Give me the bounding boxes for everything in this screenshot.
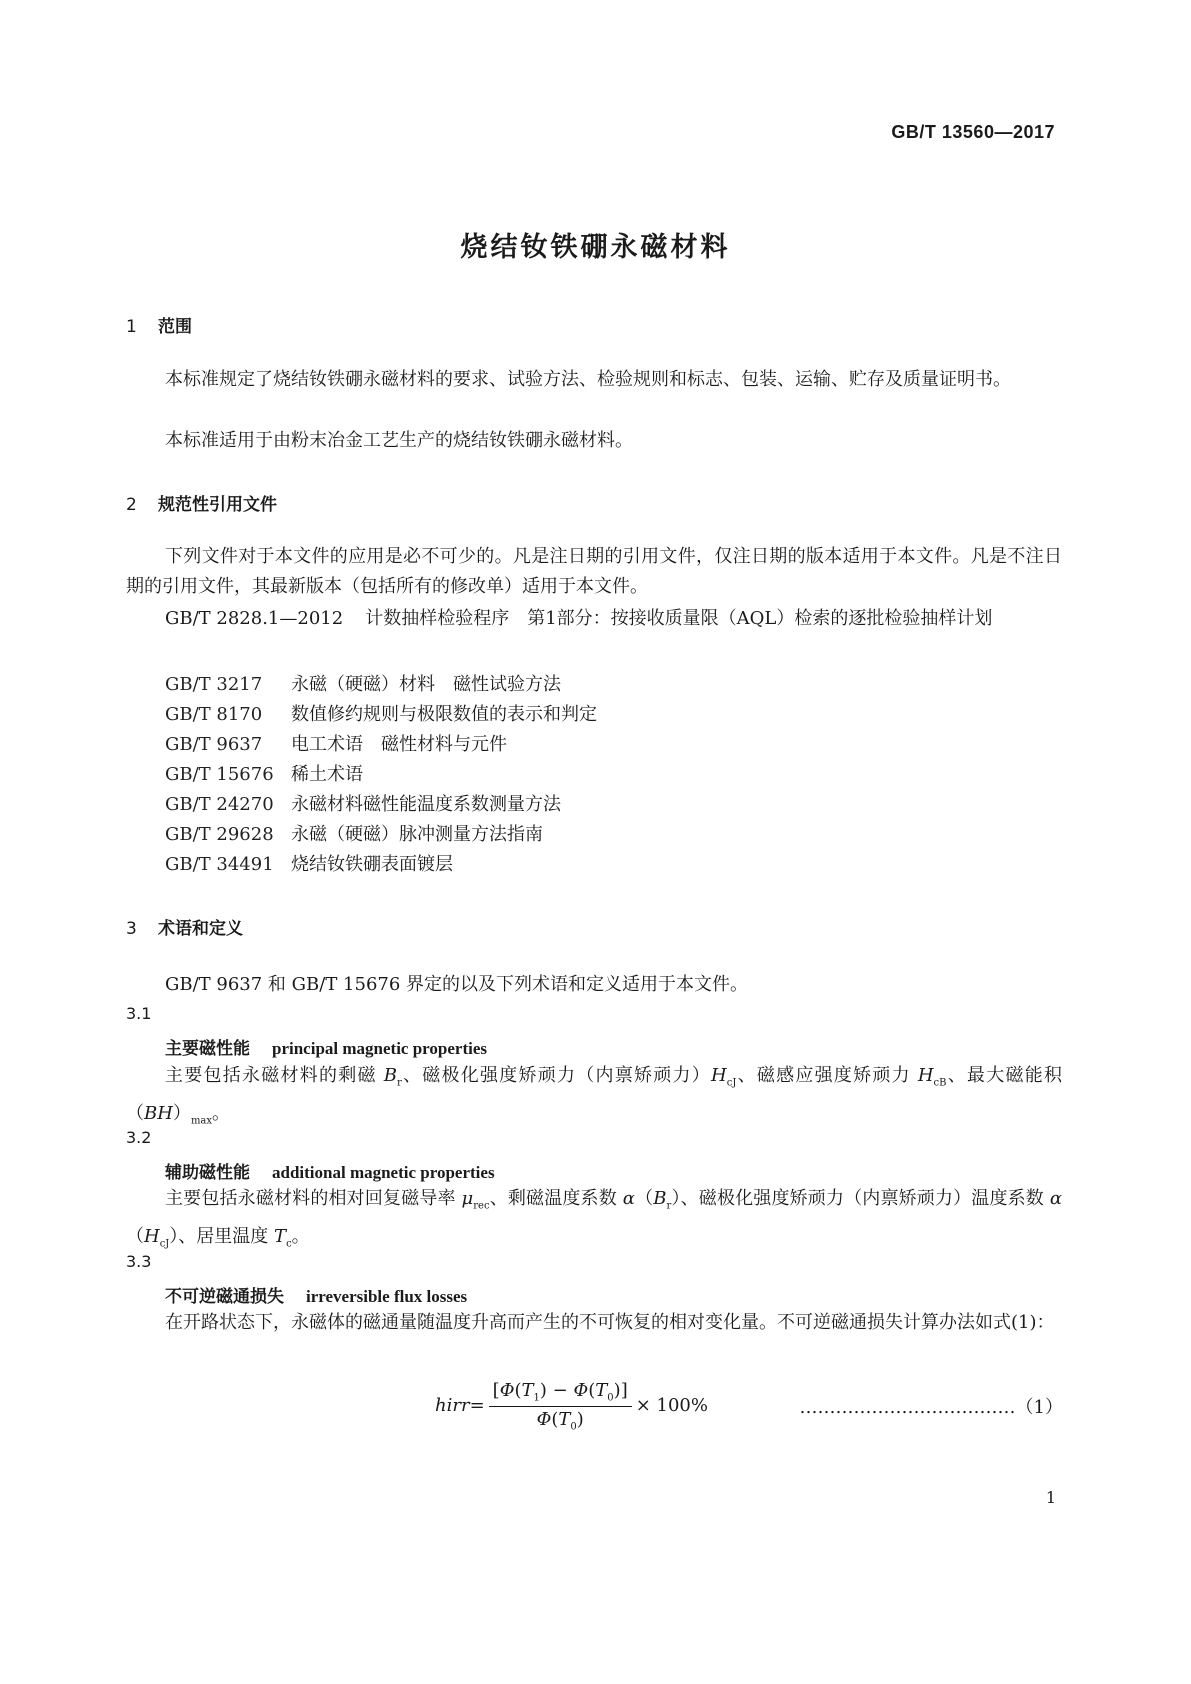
section-title: 规范性引用文件 [158, 495, 277, 515]
term-3-1-definition: 主要包括永磁材料的剩磁 $B_r$、磁极化强度矫顽力（内禀矫顽力）$H_{cJ}$、磁感应强度矫顽力 $H_{cB}$、最大磁能积$(BH)_{max}$。 [126, 1065, 1062, 1127]
reference-item [165, 730, 507, 756]
reference-title: 数值修约规则与极限数值的表示和判定 [291, 704, 597, 725]
formula-hirr: hirr= $\frac{[\Phi(T_1) - \Phi(T_0)]}{\Phi(T_0)}$ × 100% [435, 1380, 708, 1433]
reference-item [165, 850, 453, 876]
term-additional-magnetic-properties [165, 1158, 495, 1183]
term-principal-magnetic-properties [165, 1034, 487, 1059]
reference-title: 计数抽样检验程序 第1部分：按接收质量限（AQL）检索的逐批检验抽样计划 [365, 608, 993, 629]
reference-code: GB/T 2828.1—2012 [165, 608, 344, 629]
reference-code: GB/T 9637 [165, 734, 263, 755]
term-chinese: 辅助磁性能 [165, 1163, 250, 1183]
reference-code: GB/T 29628 [165, 824, 274, 845]
formula-denominator: $\Phi(T_0)$ [536, 1408, 584, 1433]
clause-3-3-number: 3.3 [126, 1252, 152, 1271]
reference-title: 电工术语 磁性材料与元件 [291, 734, 507, 755]
section-1-paragraph-1: 本标准规定了烧结钕铁硼永磁材料的要求、试验方法、检验规则和标志、包装、运输、贮存及质量证明书。 [165, 369, 1011, 390]
section-number: 2 [126, 495, 137, 515]
section-1-heading [126, 312, 192, 337]
term-irreversible-flux-losses [165, 1282, 467, 1307]
section-number: 1 [126, 317, 137, 337]
formula-fraction [489, 1380, 632, 1432]
reference-title: 永磁材料磁性能温度系数测量方法 [291, 794, 561, 815]
term-english: additional magnetic properties [272, 1163, 495, 1182]
formula-numerator: $[\Phi(T_1) - \Phi(T_0)]$ [489, 1380, 632, 1407]
reference-code: GB/T 15676 [165, 764, 274, 785]
page-number: 1 [1045, 1488, 1056, 1507]
reference-item [165, 670, 561, 696]
document-title: 烧结钕铁硼永磁材料 [460, 232, 731, 263]
section-1-paragraph-2: 本标准适用于由粉末冶金工艺生产的烧结钕铁硼永磁材料。 [165, 430, 633, 451]
equation-number: ………………………………（1） [799, 1397, 1063, 1418]
reference-code: GB/T 34491 [165, 854, 274, 875]
section-3-heading [126, 914, 243, 939]
formula-lhs: hirr [435, 1395, 470, 1417]
clause-3-2-number: 3.2 [126, 1128, 152, 1147]
reference-item [165, 790, 561, 816]
section-3-intro: GB/T 9637 和 GB/T 15676 界定的以及下列术语和定义适用于本文件。 [165, 974, 749, 995]
term-3-3-definition: 在开路状态下，永磁体的磁通量随温度升高而产生的不可恢复的相对变化量。不可逆磁通损失计算办法如式(1)： [165, 1312, 1055, 1333]
reference-code: GB/T 8170 [165, 704, 263, 725]
reference-item [165, 820, 543, 846]
section-2-heading [126, 490, 277, 515]
reference-title: 烧结钕铁硼表面镀层 [291, 854, 453, 875]
term-chinese: 主要磁性能 [165, 1039, 250, 1059]
formula-multiplier: × 100% [635, 1395, 708, 1417]
term-english: irreversible flux losses [306, 1287, 468, 1306]
section-2-intro: 下列文件对于本文件的应用是必不可少的。凡是注日期的引用文件，仅注日期的版本适用于本文件。凡是不注日期的引用文件，其最新版本（包括所有的修改单）适用于本文件。 [126, 546, 1062, 597]
clause-3-1-number: 3.1 [126, 1004, 152, 1023]
term-3-2-definition: 主要包括永磁材料的相对回复磁导率 $\mu_{rec}$、剩磁温度系数 $\alpha(B_r)$、磁极化强度矫顽力（内禀矫顽力）温度系数 $\alpha(H_{cJ})$、居里温度 $T_c$。 [126, 1188, 1062, 1250]
reference-title: 永磁（硬磁）脉冲测量方法指南 [291, 824, 543, 845]
reference-title: 永磁（硬磁）材料 磁性试验方法 [291, 674, 561, 695]
standard-code: GB/T 13560—2017 [891, 122, 1055, 142]
section-title: 术语和定义 [158, 919, 243, 939]
reference-title: 稀土术语 [291, 764, 363, 785]
reference-code: GB/T 3217 [165, 674, 263, 695]
reference-item [126, 604, 1062, 634]
reference-code: GB/T 24270 [165, 794, 274, 815]
section-number: 3 [126, 919, 137, 939]
term-english: principal magnetic properties [272, 1039, 487, 1058]
reference-item [165, 700, 597, 726]
term-chinese: 不可逆磁通损失 [165, 1287, 284, 1307]
section-title: 范围 [158, 317, 192, 337]
reference-item [165, 760, 363, 786]
